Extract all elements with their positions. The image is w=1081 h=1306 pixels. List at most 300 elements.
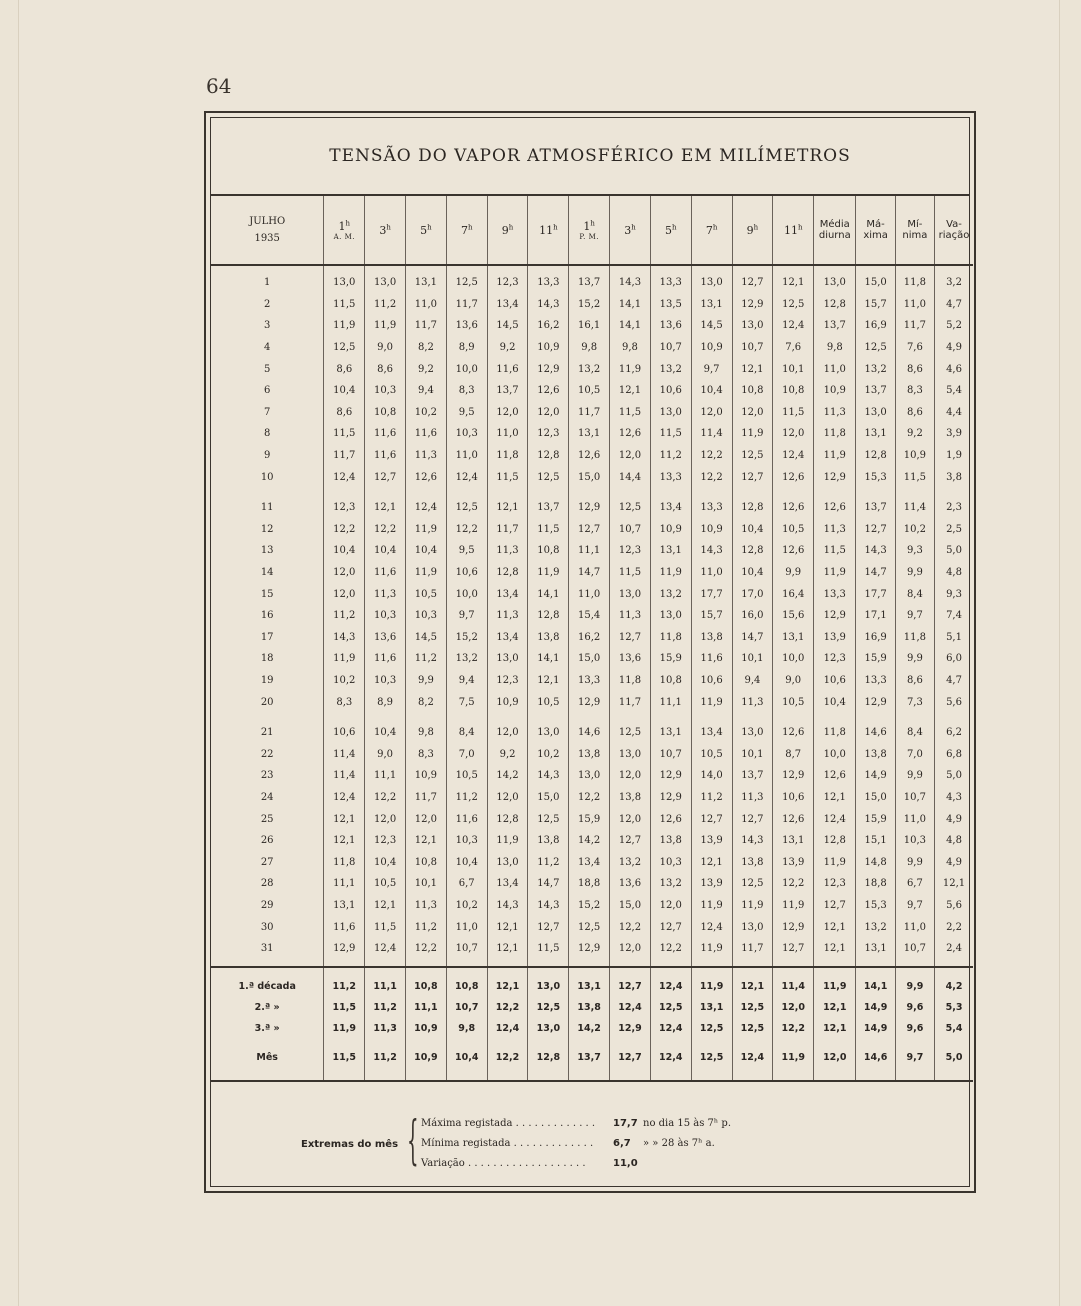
extreme-value: 6,7 bbox=[613, 1138, 631, 1149]
value-cell: 12,1 bbox=[732, 358, 773, 380]
value-cell: 13,6 bbox=[365, 627, 406, 649]
value-cell: 10,7 bbox=[610, 519, 651, 541]
day-number: 20 bbox=[211, 691, 324, 713]
value-cell: 12,4 bbox=[446, 466, 487, 488]
spacer-cell bbox=[650, 1068, 691, 1081]
value-cell: 13,1 bbox=[324, 895, 365, 917]
stat-header-line: Média bbox=[819, 219, 850, 230]
stat-header-line: Mí- bbox=[907, 219, 923, 230]
value-cell: 11,2 bbox=[324, 605, 365, 627]
value-cell: 11,8 bbox=[814, 722, 856, 744]
table-row bbox=[211, 605, 973, 627]
value-cell: 11,6 bbox=[446, 808, 487, 830]
value-cell: 12,4 bbox=[324, 466, 365, 488]
value-cell: 5,0 bbox=[946, 770, 962, 782]
table-row bbox=[211, 722, 973, 744]
value-cell: 13,0 bbox=[487, 648, 528, 670]
stat-header-line: riação bbox=[938, 230, 970, 241]
value-cell: 12,1 bbox=[814, 938, 856, 964]
decade-value: 12,2 bbox=[773, 1018, 814, 1039]
month-row-value: 13,7 bbox=[569, 1047, 610, 1068]
value-cell: 12,0 bbox=[528, 402, 569, 424]
value-cell: 11,5 bbox=[814, 540, 856, 562]
value-cell: 12,0 bbox=[610, 445, 651, 467]
hour-header bbox=[487, 196, 528, 265]
value-cell: 13,4 bbox=[569, 851, 610, 873]
value-cell: 13,0 bbox=[610, 743, 651, 765]
value-cell: 13,4 bbox=[487, 627, 528, 649]
spacer-cell bbox=[406, 1068, 447, 1081]
decade-value: 11,9 bbox=[324, 1018, 365, 1039]
value-cell: 14,4 bbox=[610, 466, 651, 488]
value-cell: 12,9 bbox=[569, 691, 610, 713]
value-cell: 11,7 bbox=[487, 519, 528, 541]
value-cell: 12,0 bbox=[691, 402, 732, 424]
value-cell: 10,7 bbox=[650, 337, 691, 359]
value-cell: 12,6 bbox=[610, 423, 651, 445]
value-cell: 12,2 bbox=[365, 519, 406, 541]
value-cell: 14,9 bbox=[856, 765, 895, 787]
hour-mark: h bbox=[553, 223, 558, 232]
value-cell: 15,0 bbox=[528, 787, 569, 809]
value-cell: 11,9 bbox=[814, 851, 856, 873]
value-cell: 12,2 bbox=[324, 519, 365, 541]
value-cell: 10,6 bbox=[650, 380, 691, 402]
value-cell: 13,8 bbox=[732, 851, 773, 873]
spacer-cell bbox=[691, 1039, 732, 1047]
value-cell: 8,2 bbox=[406, 691, 447, 713]
hour-number: 5$^h$ bbox=[665, 223, 677, 237]
value-cell: 11,9 bbox=[487, 830, 528, 852]
value-cell: 13,9 bbox=[814, 627, 856, 649]
decade-row bbox=[211, 1018, 973, 1039]
decade-value: 12,4 bbox=[650, 1018, 691, 1039]
day-number: 5 bbox=[211, 358, 324, 380]
day-number: 17 bbox=[211, 627, 324, 649]
spacer-cell bbox=[211, 967, 324, 976]
value-cell: 13,1 bbox=[569, 423, 610, 445]
value-cell: 10,2 bbox=[895, 519, 934, 541]
spacer-cell bbox=[365, 713, 406, 722]
value-cell: 12,9 bbox=[773, 765, 814, 787]
hour-number: 11$^h$ bbox=[783, 223, 803, 237]
value-cell: 13,1 bbox=[773, 627, 814, 649]
value-cell: 10,0 bbox=[446, 358, 487, 380]
value-cell: 10,8 bbox=[650, 670, 691, 692]
value-cell: 12,4 bbox=[773, 445, 814, 467]
value-cell: 11,9 bbox=[610, 358, 651, 380]
value-cell: 9,9 bbox=[895, 765, 934, 787]
value-cell: 8,6 bbox=[895, 358, 934, 380]
value-cell: 9,9 bbox=[895, 562, 934, 584]
spacer-cell bbox=[814, 713, 856, 722]
value-cell: 11,5 bbox=[528, 938, 569, 964]
decade-value: 13,0 bbox=[528, 976, 569, 997]
value-cell: 12,8 bbox=[856, 445, 895, 467]
value-cell: 11,9 bbox=[650, 562, 691, 584]
stat-header bbox=[935, 196, 973, 265]
value-cell: 12,9 bbox=[569, 497, 610, 519]
value-cell: 16,0 bbox=[732, 605, 773, 627]
decade-value: 12,7 bbox=[610, 976, 651, 997]
value-cell: 9,4 bbox=[406, 380, 447, 402]
stat-header-line: nima bbox=[902, 230, 928, 241]
value-cell: 12,1 bbox=[814, 916, 856, 938]
value-cell: 8,4 bbox=[446, 722, 487, 744]
value-cell: 12,4 bbox=[691, 916, 732, 938]
value-cell: 13,0 bbox=[487, 851, 528, 873]
value-cell: 10,9 bbox=[406, 765, 447, 787]
hour-mark: h bbox=[427, 223, 432, 232]
value-cell: 13,7 bbox=[856, 497, 895, 519]
hour-mark: h bbox=[508, 223, 514, 232]
value-cell: 11,3 bbox=[814, 402, 856, 424]
value-cell: 10,4 bbox=[324, 540, 365, 562]
value-cell: 10,4 bbox=[365, 540, 406, 562]
value-cell: 15,7 bbox=[691, 605, 732, 627]
spacer-cell bbox=[446, 967, 487, 976]
value-cell: 11,0 bbox=[446, 916, 487, 938]
value-cell: 12,2 bbox=[365, 787, 406, 809]
value-cell: 12,0 bbox=[487, 722, 528, 744]
spacer-cell bbox=[691, 488, 732, 497]
day-number: 29 bbox=[211, 895, 324, 917]
spacer-cell bbox=[650, 488, 691, 497]
spacer-cell bbox=[610, 1068, 651, 1081]
value-cell: 12,8 bbox=[487, 562, 528, 584]
decade-value: 12,2 bbox=[487, 997, 528, 1018]
value-cell: 12,8 bbox=[732, 540, 773, 562]
value-cell: 12,7 bbox=[691, 808, 732, 830]
decade-value: 9,9 bbox=[895, 976, 934, 997]
value-cell: 13,8 bbox=[569, 743, 610, 765]
value-cell: 9,2 bbox=[487, 337, 528, 359]
value-cell: 12,0 bbox=[773, 423, 814, 445]
value-cell: 11,0 bbox=[487, 423, 528, 445]
spacer-cell bbox=[895, 1068, 934, 1081]
value-cell: 10,7 bbox=[732, 337, 773, 359]
value-cell: 14,7 bbox=[856, 562, 895, 584]
value-cell: 15,2 bbox=[569, 294, 610, 316]
value-cell: 17,1 bbox=[856, 605, 895, 627]
decade-row bbox=[211, 997, 973, 1018]
value-cell: 13,0 bbox=[856, 402, 895, 424]
table-row bbox=[211, 627, 973, 649]
value-cell: 11,6 bbox=[406, 423, 447, 445]
value-cell: 10,3 bbox=[365, 670, 406, 692]
value-cell: 10,9 bbox=[691, 337, 732, 359]
value-cell: 9,2 bbox=[895, 423, 934, 445]
spacer-cell bbox=[814, 967, 856, 976]
value-cell: 10,5 bbox=[773, 691, 814, 713]
value-cell: 9,0 bbox=[365, 743, 406, 765]
value-cell: 11,7 bbox=[569, 402, 610, 424]
value-cell: 13,3 bbox=[691, 497, 732, 519]
value-cell: 10,8 bbox=[773, 380, 814, 402]
decade-value: 11,1 bbox=[406, 997, 447, 1018]
value-cell: 13,3 bbox=[650, 466, 691, 488]
value-cell: 3,9 bbox=[946, 428, 962, 440]
value-cell: 11,5 bbox=[365, 916, 406, 938]
decade-value: 11,2 bbox=[365, 997, 406, 1018]
value-cell: 10,6 bbox=[814, 670, 856, 692]
value-cell: 8,6 bbox=[324, 358, 365, 380]
table-row bbox=[211, 402, 973, 424]
value-cell: 11,2 bbox=[650, 445, 691, 467]
value-cell: 14,1 bbox=[528, 583, 569, 605]
value-cell: 12,2 bbox=[773, 873, 814, 895]
spacer-cell bbox=[406, 1039, 447, 1047]
value-cell: 13,0 bbox=[569, 765, 610, 787]
spacer-cell bbox=[935, 967, 973, 976]
value-cell: 12,2 bbox=[569, 787, 610, 809]
value-cell: 10,0 bbox=[773, 648, 814, 670]
value-cell: 13,0 bbox=[650, 605, 691, 627]
value-cell: 12,5 bbox=[856, 337, 895, 359]
spacer-cell bbox=[324, 488, 365, 497]
value-cell: 10,8 bbox=[406, 851, 447, 873]
spacer-cell bbox=[895, 488, 934, 497]
value-cell: 4,8 bbox=[946, 567, 962, 579]
value-cell: 13,3 bbox=[650, 265, 691, 294]
decade-value: 14,1 bbox=[856, 976, 895, 997]
spacer-cell bbox=[773, 488, 814, 497]
page-number: 64 bbox=[206, 74, 232, 98]
value-cell: 11,5 bbox=[610, 562, 651, 584]
value-cell: 12,5 bbox=[732, 445, 773, 467]
value-cell: 13,0 bbox=[650, 402, 691, 424]
value-cell: 10,6 bbox=[446, 562, 487, 584]
value-cell: 13,3 bbox=[569, 670, 610, 692]
value-cell: 10,9 bbox=[691, 519, 732, 541]
value-cell: 11,4 bbox=[324, 743, 365, 765]
value-cell: 10,8 bbox=[365, 402, 406, 424]
spacer-cell bbox=[211, 1068, 324, 1081]
spacer-cell bbox=[856, 1039, 895, 1047]
value-cell: 12,9 bbox=[814, 466, 856, 488]
value-cell: 13,6 bbox=[610, 648, 651, 670]
month-row-value: 10,9 bbox=[406, 1047, 447, 1068]
hour-number: 3$^h$ bbox=[379, 223, 391, 237]
value-cell: 10,9 bbox=[650, 519, 691, 541]
value-cell: 11,9 bbox=[324, 315, 365, 337]
value-cell: 13,1 bbox=[856, 938, 895, 964]
value-cell: 14,3 bbox=[732, 830, 773, 852]
value-cell: 10,9 bbox=[895, 445, 934, 467]
value-cell: 12,3 bbox=[487, 265, 528, 294]
value-cell: 11,3 bbox=[406, 445, 447, 467]
table-row bbox=[211, 583, 973, 605]
spacer-cell bbox=[856, 1068, 895, 1081]
hour-mark: h bbox=[797, 223, 803, 232]
decade-value: 12,5 bbox=[650, 997, 691, 1018]
value-cell: 11,7 bbox=[895, 315, 934, 337]
spacer-cell bbox=[365, 1068, 406, 1081]
value-cell: 12,0 bbox=[324, 583, 365, 605]
table-title: TENSÃO DO VAPOR ATMOSFÉRICO EM MILÍMETROS bbox=[211, 118, 969, 196]
value-cell: 13,2 bbox=[856, 916, 895, 938]
value-cell: 12,2 bbox=[446, 519, 487, 541]
value-cell: 13,4 bbox=[487, 583, 528, 605]
value-cell: 11,2 bbox=[691, 787, 732, 809]
day-number: 18 bbox=[211, 648, 324, 670]
value-cell: 6,8 bbox=[946, 748, 962, 760]
value-cell: 12,7 bbox=[773, 938, 814, 964]
value-cell: 12,7 bbox=[569, 519, 610, 541]
value-cell: 12,7 bbox=[610, 627, 651, 649]
value-cell: 12,1 bbox=[406, 830, 447, 852]
value-cell: 12,6 bbox=[773, 466, 814, 488]
value-cell: 4,8 bbox=[946, 835, 962, 847]
spacer-cell bbox=[324, 713, 365, 722]
value-cell: 9,8 bbox=[610, 337, 651, 359]
value-cell: 11,6 bbox=[365, 562, 406, 584]
value-cell: 11,3 bbox=[406, 895, 447, 917]
value-cell: 10,1 bbox=[406, 873, 447, 895]
value-cell: 12,1 bbox=[487, 497, 528, 519]
value-cell: 12,1 bbox=[610, 380, 651, 402]
value-cell: 12,5 bbox=[732, 873, 773, 895]
decade-value: 11,1 bbox=[365, 976, 406, 997]
table-row bbox=[211, 851, 973, 873]
value-cell: 5,2 bbox=[946, 320, 962, 332]
value-cell: 12,7 bbox=[365, 466, 406, 488]
value-cell: 10,2 bbox=[528, 743, 569, 765]
value-cell: 11,0 bbox=[406, 294, 447, 316]
spacer-row bbox=[211, 1068, 973, 1081]
value-cell: 15,6 bbox=[773, 605, 814, 627]
value-cell: 14,7 bbox=[528, 873, 569, 895]
spacer-cell bbox=[211, 488, 324, 497]
value-cell: 10,2 bbox=[324, 670, 365, 692]
extreme-row bbox=[421, 1155, 638, 1173]
spacer-cell bbox=[773, 1039, 814, 1047]
hour-mark: h bbox=[712, 223, 718, 232]
value-cell: 18,8 bbox=[856, 873, 895, 895]
value-cell: 9,0 bbox=[365, 337, 406, 359]
value-cell: 11,0 bbox=[895, 916, 934, 938]
value-cell: 13,5 bbox=[650, 294, 691, 316]
value-cell: 12,1 bbox=[773, 265, 814, 294]
value-cell: 12,6 bbox=[773, 722, 814, 744]
value-cell: 12,4 bbox=[406, 497, 447, 519]
stat-header-line: Va- bbox=[946, 219, 962, 230]
value-cell: 12,2 bbox=[650, 938, 691, 964]
value-cell: 11,6 bbox=[487, 358, 528, 380]
hour-mark: h bbox=[590, 219, 595, 228]
table-row bbox=[211, 765, 973, 787]
value-cell: 13,1 bbox=[856, 423, 895, 445]
spacer-cell bbox=[895, 713, 934, 722]
value-cell: 11,9 bbox=[814, 445, 856, 467]
value-cell: 2,4 bbox=[946, 943, 962, 955]
hour-header bbox=[365, 196, 406, 265]
table-frame bbox=[204, 111, 976, 1193]
spacer-cell bbox=[935, 1068, 973, 1081]
spacer-cell bbox=[446, 713, 487, 722]
brace-icon: { bbox=[407, 1111, 419, 1171]
month-row-value: 11,9 bbox=[773, 1047, 814, 1068]
value-cell: 11,8 bbox=[487, 445, 528, 467]
hour-header bbox=[446, 196, 487, 265]
stat-header-line: xima bbox=[863, 230, 888, 241]
value-cell: 11,3 bbox=[487, 605, 528, 627]
table-row bbox=[211, 691, 973, 713]
spacer-cell bbox=[610, 713, 651, 722]
value-cell: 17,0 bbox=[732, 583, 773, 605]
value-cell: 5,0 bbox=[946, 545, 962, 557]
value-cell: 12,5 bbox=[324, 337, 365, 359]
day-number: 2 bbox=[211, 294, 324, 316]
value-cell: 10,3 bbox=[895, 830, 934, 852]
month-row-label: Mês bbox=[211, 1047, 324, 1068]
value-cell: 12,4 bbox=[814, 808, 856, 830]
spacer-cell bbox=[691, 713, 732, 722]
day-number: 22 bbox=[211, 743, 324, 765]
value-cell: 17,7 bbox=[856, 583, 895, 605]
day-number: 4 bbox=[211, 337, 324, 359]
year-label: 1935 bbox=[254, 233, 280, 244]
value-cell: 12,1 bbox=[324, 830, 365, 852]
value-cell: 12,3 bbox=[324, 497, 365, 519]
spacer-cell bbox=[856, 967, 895, 976]
value-cell: 13,0 bbox=[814, 265, 856, 294]
value-cell: 4,6 bbox=[946, 363, 962, 375]
spacer-cell bbox=[487, 1039, 528, 1047]
decade-value: 10,9 bbox=[406, 1018, 447, 1039]
table-row bbox=[211, 670, 973, 692]
value-cell: 10,3 bbox=[650, 851, 691, 873]
value-cell: 12,0 bbox=[650, 895, 691, 917]
value-cell: 9,8 bbox=[814, 337, 856, 359]
decade-value: 12,1 bbox=[814, 997, 856, 1018]
hour-header bbox=[569, 196, 610, 265]
spacer-cell bbox=[856, 488, 895, 497]
table-row bbox=[211, 743, 973, 765]
table-row bbox=[211, 895, 973, 917]
hour-header bbox=[773, 196, 814, 265]
value-cell: 11,8 bbox=[650, 627, 691, 649]
value-cell: 10,5 bbox=[365, 873, 406, 895]
value-cell: 13,4 bbox=[650, 497, 691, 519]
spacer-cell bbox=[610, 1039, 651, 1047]
value-cell: 13,1 bbox=[691, 294, 732, 316]
spacer-cell bbox=[324, 1068, 365, 1081]
spacer-cell bbox=[935, 488, 973, 497]
value-cell: 12,9 bbox=[528, 358, 569, 380]
value-cell: 12,6 bbox=[569, 445, 610, 467]
value-cell: 10,4 bbox=[365, 722, 406, 744]
value-cell: 12,6 bbox=[650, 808, 691, 830]
value-cell: 11,6 bbox=[365, 648, 406, 670]
value-cell: 15,0 bbox=[856, 787, 895, 809]
value-cell: 14,5 bbox=[406, 627, 447, 649]
value-cell: 12,3 bbox=[814, 873, 856, 895]
value-cell: 11,3 bbox=[365, 583, 406, 605]
value-cell: 13,7 bbox=[856, 380, 895, 402]
value-cell: 11,2 bbox=[446, 787, 487, 809]
value-cell: 10,5 bbox=[773, 519, 814, 541]
spacer-cell bbox=[732, 713, 773, 722]
value-cell: 9,2 bbox=[487, 743, 528, 765]
value-cell: 13,2 bbox=[446, 648, 487, 670]
value-cell: 11,0 bbox=[691, 562, 732, 584]
value-cell: 8,9 bbox=[365, 691, 406, 713]
hour-header bbox=[650, 196, 691, 265]
value-cell: 15,3 bbox=[856, 466, 895, 488]
value-cell: 4,4 bbox=[946, 406, 962, 418]
stat-header-line: diurna bbox=[818, 230, 851, 241]
